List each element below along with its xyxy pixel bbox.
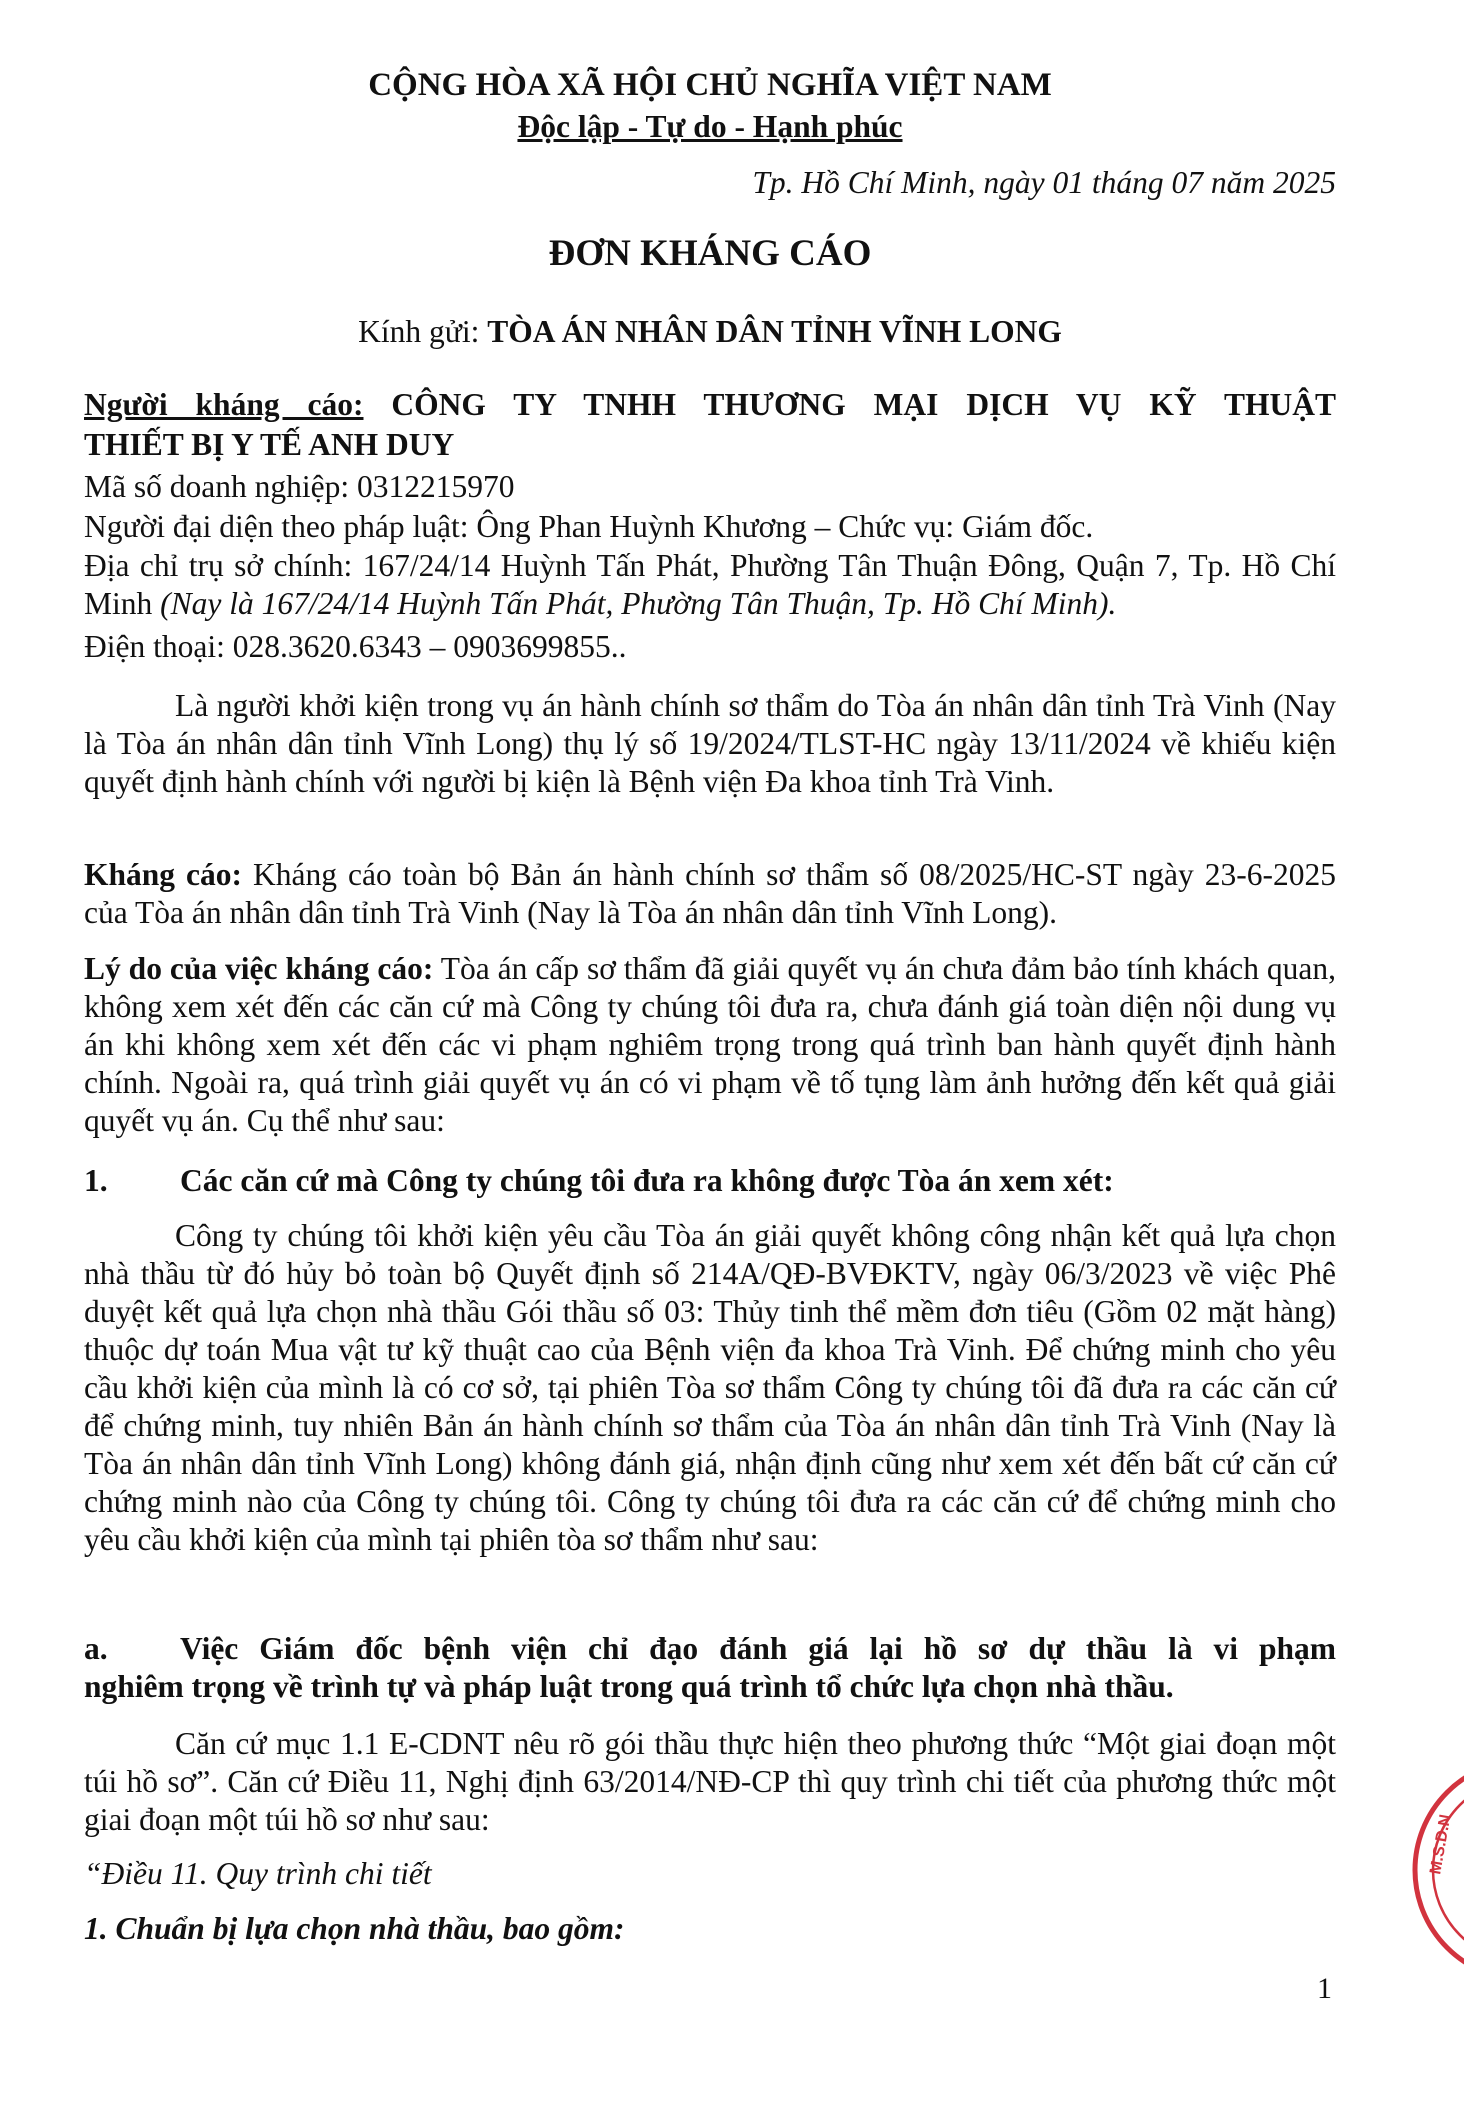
- document-title: ĐƠN KHÁNG CÁO: [548, 233, 872, 274]
- national-title: CỘNG HÒA XÃ HỘI CHỦ NGHĨA VIỆT NAM: [368, 67, 1052, 103]
- appeal-paragraph: [84, 856, 1336, 932]
- appeal-text: Kháng cáo toàn bộ Bản án hành chính sơ thẩm số 08/2025/HC-ST ngày 23-6-2025 của Tòa án nhân dân tỉnh Trà Vinh (Nay là Tòa án nhân dân tỉnh Vĩnh Long).: [84, 857, 1336, 930]
- appellant-label: Người kháng cáo:: [84, 387, 364, 422]
- reason-text: Tòa án cấp sơ thẩm đã giải quyết vụ án chưa đảm bảo tính khách quan, không xem xét đến các căn cứ mà Công ty chúng tôi đưa ra, chưa đánh giá toàn diện nội dung vụ án khi không xem xét đến các vi phạm nghiêm trọng trong quá trình ban hành quyết định hành chính. Ngoài ra, quá trình giải quyết vụ án có vi phạm về tố tụng làm ảnh hưởng đến kết quả giải quyết vụ án. Cụ thể như sau:: [84, 951, 1336, 1138]
- page-number: 1: [1317, 1972, 1332, 2005]
- sub-a-heading: [84, 1630, 1336, 1706]
- place-date: Tp. Hồ Chí Minh, ngày 01 tháng 07 năm 2025: [752, 165, 1336, 200]
- quote-item-1: 1. Chuẩn bị lựa chọn nhà thầu, bao gồm:: [84, 1911, 625, 1946]
- recipient-name: TÒA ÁN NHÂN DÂN TỈNH VĨNH LONG: [487, 314, 1062, 349]
- appellant-line-1: [84, 386, 1336, 424]
- sub-a-number: a.: [84, 1631, 108, 1666]
- appellant-name-line1: CÔNG TY TNHH THƯƠNG MẠI DỊCH VỤ KỸ THUẬT: [363, 387, 1336, 422]
- address: [84, 547, 1336, 623]
- company-stamp: [1400, 1755, 1464, 1995]
- recipient-line: [84, 313, 1336, 351]
- phone: Điện thoại: 028.3620.6343 – 0903699855..: [84, 629, 627, 664]
- motto-text: Độc lập - Tự do - Hạnh phúc: [517, 109, 903, 144]
- sub-a-title-line1: Việc Giám đốc bệnh viện chỉ đạo đánh giá lại hồ sơ dự thầu là vi phạm: [180, 1631, 1336, 1666]
- reason-paragraph: [84, 950, 1336, 1140]
- section-1-paragraph: Công ty chúng tôi khởi kiện yêu cầu Tòa án giải quyết không công nhận kết quả lựa chọn nhà thầu từ đó hủy bỏ toàn bộ Quyết định số 214A/QĐ-BVĐKTV, ngày 06/3/2023 về việc Phê duyệt kết quả lựa chọn nhà thầu Gói thầu số 03: Thủy tinh thể mềm đơn tiêu (Gồm 02 mặt hàng) thuộc dự toán Mua vật tư kỹ thuật cao của Bệnh viện đa khoa Trà Vinh. Để chứng minh cho yêu cầu khởi kiện của mình là có cơ sở, tại phiên Tòa sơ thẩm Công ty chúng tôi đã đưa ra các căn cứ để chứng minh, tuy nhiên Bản án hành chính sơ thẩm của Tòa án nhân dân tỉnh Trà Vinh (Nay là Tòa án nhân dân tỉnh Vĩnh Long) không đánh giá, nhận định cũng như xem xét đến bất cứ căn cứ chứng minh nào của Công ty chúng tôi. Công ty chúng tôi đưa ra các căn cứ để chứng minh cho yêu cầu khởi kiện của mình tại phiên tòa sơ thẩm như sau:: [84, 1218, 1336, 1557]
- address-new: (Nay là 167/24/14 Huỳnh Tấn Phát, Phường Tân Thuận, Tp. Hồ Chí Minh).: [160, 586, 1117, 621]
- sub-a-paragraph: Căn cứ mục 1.1 E-CDNT nêu rõ gói thầu thực hiện theo phương thức “Một giai đoạn một túi hồ sơ”. Căn cứ Điều 11, Nghị định 63/2014/NĐ-CP thì quy trình chi tiết của phương thức một giai đoạn một túi hồ sơ như sau:: [84, 1726, 1336, 1837]
- intro-paragraph: Là người khởi kiện trong vụ án hành chính sơ thẩm do Tòa án nhân dân tỉnh Trà Vinh (Nay là Tòa án nhân dân tỉnh Vĩnh Long) thụ lý số 19/2024/TLST-HC ngày 13/11/2024 về khiếu kiện quyết định hành chính với người bị kiện là Bệnh viện Đa khoa tỉnh Trà Vinh.: [84, 688, 1336, 799]
- appeal-label: Kháng cáo:: [84, 857, 243, 892]
- sub-a-line-1: [84, 1630, 1336, 1668]
- stamp-text: M.S.D.N: [1427, 1813, 1455, 1876]
- reason-label: Lý do của việc kháng cáo:: [84, 951, 434, 986]
- quote-heading: “Điều 11. Quy trình chi tiết: [84, 1856, 432, 1891]
- section-1-number: 1.: [84, 1163, 108, 1198]
- section-1-heading: [84, 1162, 1336, 1200]
- appellant-name-line2: THIẾT BỊ Y TẾ ANH DUY: [84, 427, 455, 462]
- representative: Người đại diện theo pháp luật: Ông Phan Huỳnh Khương – Chức vụ: Giám đốc.: [84, 509, 1094, 544]
- tax-code: Mã số doanh nghiệp: 0312215970: [84, 469, 515, 504]
- section-1-title: Các căn cứ mà Công ty chúng tôi đưa ra không được Tòa án xem xét:: [180, 1163, 1114, 1198]
- sub-a-title-line2: nghiêm trọng về trình tự và pháp luật trong quá trình tổ chức lựa chọn nhà thầu.: [84, 1669, 1174, 1704]
- recipient-label: Kính gửi:: [358, 314, 488, 349]
- motto: [84, 108, 1336, 146]
- address-text: Địa chỉ trụ sở chính: 167/24/14 Huỳnh Tấn Phát, Phường Tân Thuận Đông, Quận 7, Tp. Hồ Chí Minh: [84, 548, 1336, 621]
